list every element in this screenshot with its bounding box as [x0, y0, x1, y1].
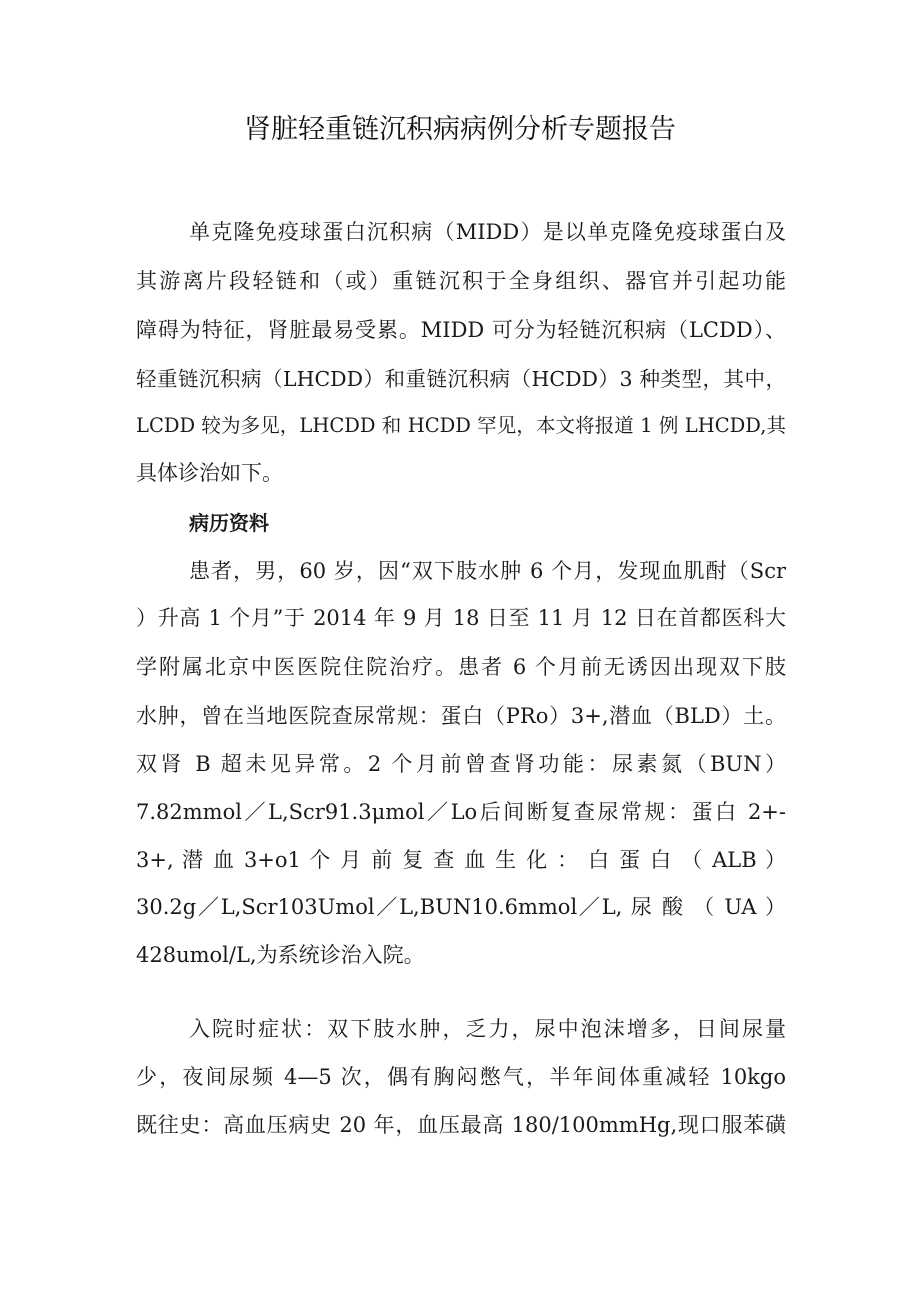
- history-line-1: 患者，男，60 岁，因“双下肢水肿 6 个月，发现血肌酎（Scr: [189, 559, 786, 583]
- intro-line-5: LCDD 较为多见，LHCDD 和 HCDD 罕见，本文将报道 1 例 LHCDD,其: [136, 414, 786, 437]
- intro-line-2: 其游离片段轻链和（或）重链沉积于全身组织、器官并引起功能: [136, 269, 786, 293]
- history-line-7: 3+, 潜 血 3+o1 个 月 前 复 查 血 生 化 ： 白 蛋 白 （ ALB ）: [136, 848, 786, 872]
- symptom-line-3: 既往史：高血压病史 20 年，血压最高 180/100mmHg,现口服苯磺: [136, 1113, 786, 1137]
- history-line-2: ）升高 1 个月”于 2014 年 9 月 18 日至 11 月 12 日在首都医科大: [136, 606, 786, 630]
- history-line-9: 428umol/L,为系统诊治入院。: [136, 943, 425, 967]
- section-heading: 病历资料: [189, 511, 269, 535]
- intro-line-1: 单克隆免疫球蛋白沉积病（MIDD）是以单克隆免疫球蛋白及: [189, 220, 786, 244]
- symptom-line-2: 少，夜间尿频 4—5 次，偶有胸闷憋气，半年间体重减轻 10kgo: [136, 1065, 786, 1089]
- history-line-8: 30.2g／L,Scr103Umol／L,BUN10.6mmol／L, 尿 酸 （ UA ）: [136, 895, 786, 919]
- symptom-line-1: 入院时症状：双下肢水肿，乏力，尿中泡沫增多，日间尿量: [189, 1017, 786, 1041]
- history-line-6: 7.82mmol／L,Scr91.3μmol／Lo后间断复查尿常规：蛋白 2+-: [136, 800, 786, 824]
- intro-line-6: 具体诊治如下。: [136, 461, 283, 485]
- history-line-5: 双肾 B 超未见异常。2 个月前曾查肾功能：尿素氮（BUN）: [136, 752, 786, 776]
- history-line-4: 水肿，曾在当地医院查尿常规：蛋白（PRo）3+,潜血（BLD）土。: [136, 704, 786, 728]
- intro-line-3: 障碍为特征，肾脏最易受累。MIDD 可分为轻链沉积病（LCDD）、: [136, 318, 786, 342]
- intro-line-4: 轻重链沉积病（LHCDD）和重链沉积病（HCDD）3 种类型，其中，: [136, 367, 786, 391]
- document-title: 肾脏轻重链沉积病病例分析专题报告: [244, 114, 676, 145]
- history-line-3: 学附属北京中医医院住院治疗。患者 6 个月前无诱因出现双下肢: [136, 655, 786, 679]
